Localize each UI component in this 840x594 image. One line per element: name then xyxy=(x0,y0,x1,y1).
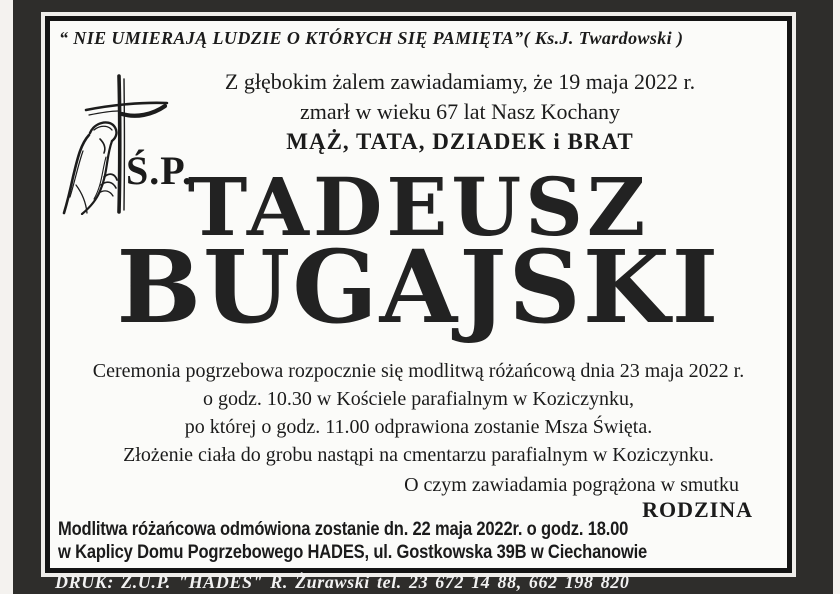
memorial-quote: “ NIE UMIERAJĄ LUDZIE O KTÓRYCH SIĘ PAMIĘTA”( Ks.J. Twardowski ) xyxy=(59,28,684,48)
rosary-line-2: w Kaplicy Domu Pogrzebowego HADES, ul. Gostkowska 39B w Ciechanowie xyxy=(58,542,648,563)
deceased-last-name: BUGAJSKI xyxy=(116,228,721,346)
announcement-line-1: Z głębokim żalem zawiadamiamy, że 19 maja 2022 r. xyxy=(224,69,696,94)
deceased-first-name: TADEUSZ xyxy=(187,160,650,254)
ceremony-line: po której o godz. 11.00 odprawiona zostanie Msza Święta. xyxy=(184,416,653,438)
rosary-info-block xyxy=(58,518,778,564)
obituary-card xyxy=(45,16,792,573)
closing-block xyxy=(55,473,755,523)
family-signature: RODZINA xyxy=(642,497,753,522)
printer-credit-line: DRUK: Z.U.P. "HADES" R. Żurawski tel. 23 672 14 88, 662 198 820 xyxy=(55,572,630,592)
announcement-line-2: zmarł w wieku 67 lat Nasz Kochany xyxy=(299,99,621,124)
ceremony-line: Ceremonia pogrzebowa rozpocznie się modlitwą różańcową dnia 23 maja 2022 r. xyxy=(92,360,745,382)
closing-line: O czym zawiadamia pogrążona w smutku xyxy=(404,474,739,496)
sp-abbreviation: Ś.P. xyxy=(126,148,194,193)
rosary-line-1: Modlitwa różańcowa odmówiona zostanie dn. 22 maja 2022r. o godz. 18.00 xyxy=(58,519,629,540)
announcement-block xyxy=(160,67,760,157)
announcement-line-3: MĄŻ, TATA, DZIADEK i BRAT xyxy=(286,129,634,154)
ceremony-details-block xyxy=(50,357,787,469)
ceremony-line: Złożenie ciała do grobu nastąpi na cmentarzu parafialnym w Koziczynku. xyxy=(123,444,714,466)
ceremony-line: o godz. 10.30 w Kościele parafialnym w Koziczynku, xyxy=(203,388,634,410)
